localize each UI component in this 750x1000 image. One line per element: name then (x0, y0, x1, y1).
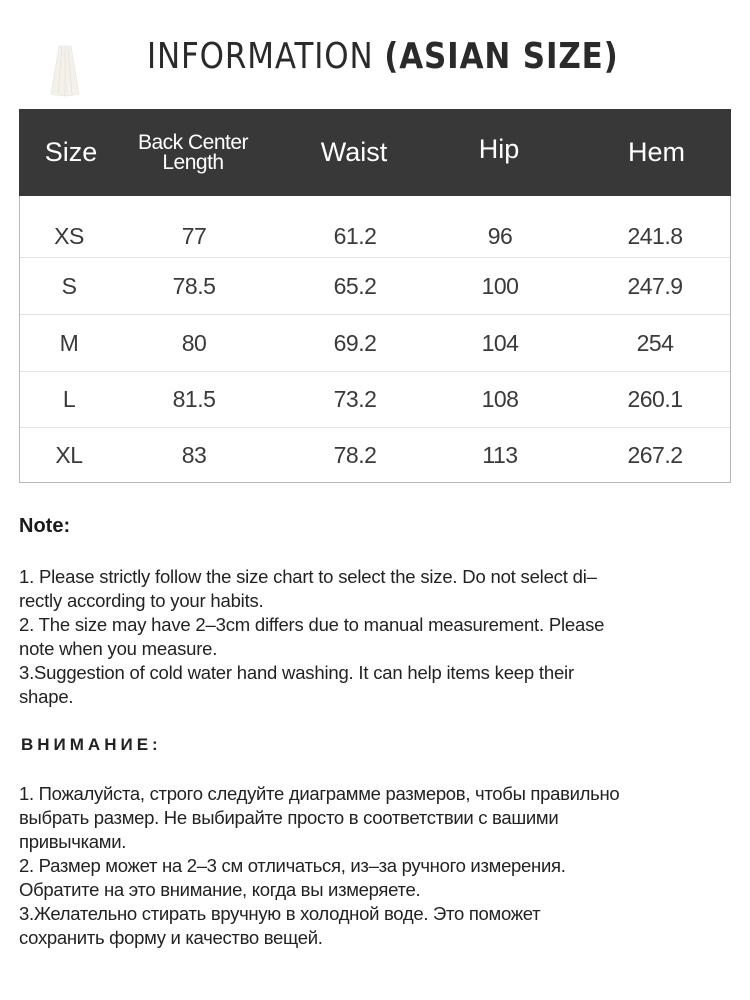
cell-waist: 73.2 (333, 386, 377, 412)
table-row (20, 372, 730, 428)
column-header-hem: Hem (627, 137, 685, 167)
note-line: note when you measure. (19, 638, 218, 659)
note-line-ru: сохранить форму и качество вещей. (19, 927, 323, 948)
cell-size: L (62, 386, 76, 412)
cell-hip: 108 (481, 386, 519, 412)
title-light: INFORMATION (147, 36, 385, 77)
note-line: shape. (19, 686, 74, 707)
cell-hem: 260.1 (627, 386, 683, 412)
note-line-ru: Обратите на это внимание, когда вы измеряете. (19, 879, 421, 900)
cell-back-center-length: 81.5 (172, 386, 216, 412)
cell-hip: 100 (481, 272, 519, 299)
cell-size: XL (55, 441, 83, 468)
cell-hem: 267.2 (627, 441, 683, 468)
table-row (20, 196, 730, 258)
column-header-hip: Hip (478, 134, 520, 164)
note-line: 1. Please strictly follow the size chart to select the size. Do not select di– (19, 566, 597, 587)
note-line-ru: 2. Размер может на 2–3 см отличаться, из–за ручного измерения. (19, 855, 566, 876)
notes-body (19, 565, 719, 709)
column-header-back-center-length (123, 109, 263, 196)
cell-waist: 69.2 (333, 329, 377, 356)
cell-back-center-length: 78.5 (172, 272, 216, 299)
notes-russian (19, 735, 731, 948)
cell-size: XS (54, 223, 84, 249)
cell-hem: 247.9 (627, 272, 683, 299)
cell-size: M (59, 329, 79, 356)
note-line: 2. The size may have 2–3cm differs due to manual measurement. Please (19, 614, 605, 635)
column-header-size: Size (44, 137, 98, 167)
note-line-ru: 1. Пожалуйста, строго следуйте диаграмме размеров, чтобы правильно (19, 783, 620, 804)
table-row (20, 428, 730, 482)
cell-back-center-length: 80 (181, 329, 207, 356)
cell-hem: 241.8 (627, 223, 683, 249)
skirt-thumbnail-icon (50, 44, 80, 98)
title-row (0, 0, 750, 109)
note-line-ru: 3.Желательно стирать вручную в холодной воде. Это поможет (19, 903, 541, 924)
table-header (19, 109, 731, 196)
cell-hip: 104 (481, 329, 519, 356)
cell-waist: 65.2 (333, 272, 377, 299)
notes-body-ru (19, 782, 731, 950)
cell-waist: 78.2 (333, 441, 377, 468)
column-header-waist: Waist (320, 137, 388, 167)
cell-hem: 254 (636, 329, 674, 356)
cell-back-center-length: 83 (181, 441, 207, 468)
table-row (20, 258, 730, 315)
cell-waist: 61.2 (333, 223, 377, 249)
table-row (20, 315, 730, 372)
note-line-ru: привычками. (19, 831, 127, 852)
cell-hip: 96 (487, 223, 513, 249)
notes-heading: Note: (19, 515, 71, 537)
cell-size: S (61, 272, 77, 299)
notes-english (19, 515, 731, 707)
column-header-line1: Back Center (137, 130, 249, 154)
cell-hip: 113 (482, 441, 518, 468)
page-title (147, 36, 619, 77)
note-line-ru: выбрать размер. Не выбирайте просто в соответствии с вашими (19, 807, 559, 828)
notes-heading-ru: ВНИМАНИЕ: (21, 735, 162, 754)
title-bold: (ASIAN SIZE) (384, 36, 619, 77)
cell-back-center-length: 77 (181, 223, 207, 249)
size-chart-table (19, 109, 731, 483)
note-line: 3.Suggestion of cold water hand washing. It can help items keep their (19, 662, 574, 683)
column-header-line2: Length (162, 150, 224, 174)
note-line: rectly according to your habits. (19, 590, 264, 611)
